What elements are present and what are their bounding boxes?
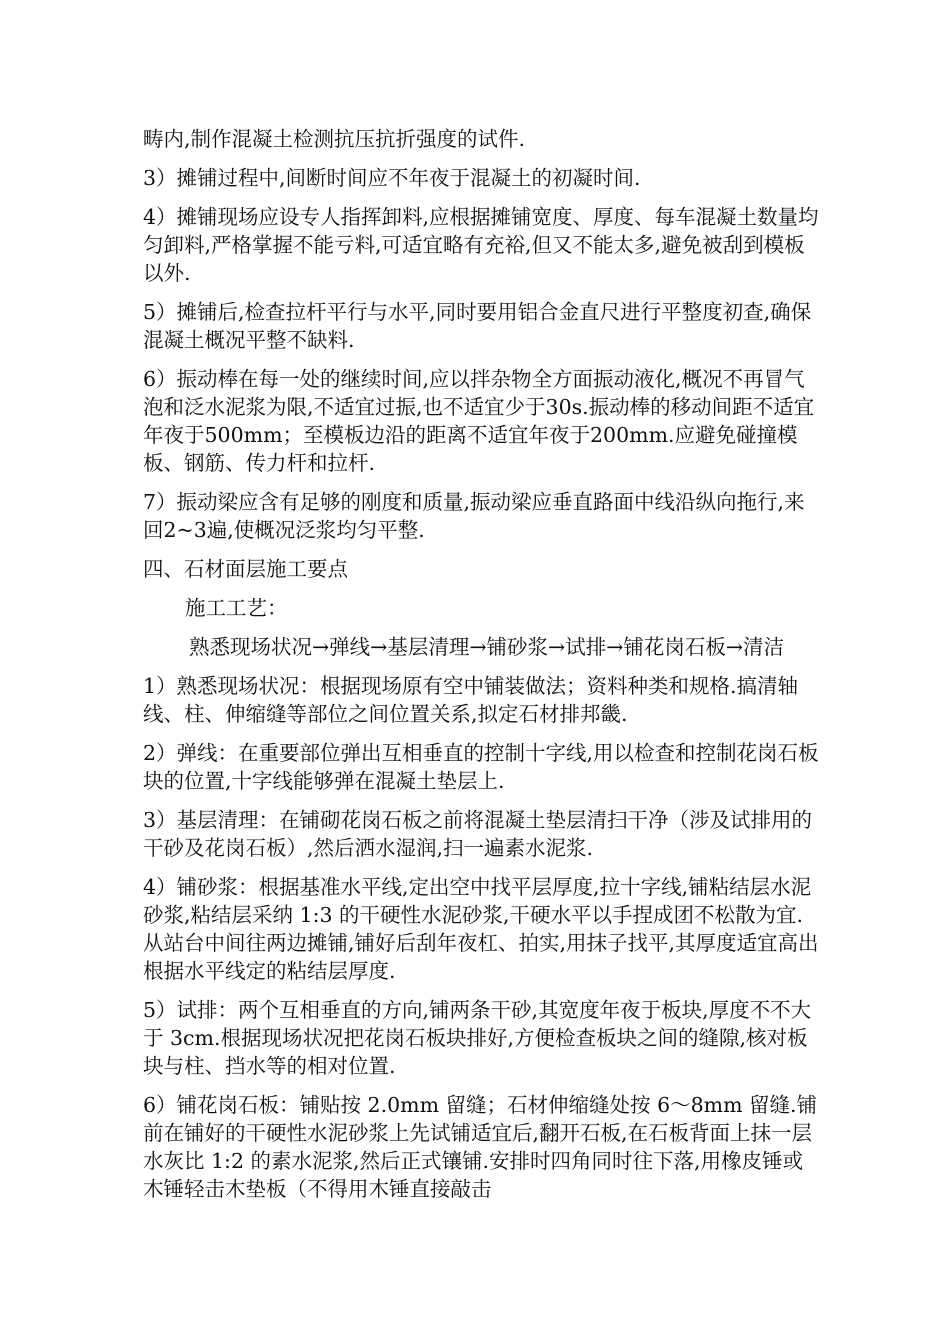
paragraph-step-4: 4）铺砂浆：根据基准水平线,定出空中找平层厚度,拉十字线,铺粘结层水泥砂浆,粘结层采纳 1:3 的干硬性水泥砂浆,干硬水平以手捏成团不松散为宜.从站台中间往两边摊铺,铺好后刮年夜杠、拍实,用抹子找平,其厚度适宜高出根据水平线定的粘结层厚度. [143,875,819,983]
paragraph-step-5: 5）试排：两个互相垂直的方向,铺两条干砂,其宽度年夜于板块,厚度不不大于 3cm.根据现场状况把花岗石板块排好,方便检查板块之间的缝隙,核对板块与柱、挡水等的相对位置. [143,998,812,1078]
paragraph-step-1: 1）熟悉现场状况：根据现场原有空中铺装做法；资料种类和规格.搞清轴线、柱、伸缩缝等部位之间位置关系,拟定石材排邦畿. [143,674,799,726]
process-label: 施工工艺： [185,596,288,620]
paragraph-6: 7）振动梁应含有足够的刚度和质量,振动梁应垂直路面中线沿纵向拖行,来回2~3遍,使概况泛浆均匀平整. [143,490,805,542]
paragraph-step-2: 2）弹线：在重要部位弹出互相垂直的控制十字线,用以检查和控制花岗石板块的位置,十字线能够弹在混凝土垫层上. [143,741,819,793]
section-heading: 四、石材面层施工要点 [143,557,348,581]
paragraph-3: 4）摊铺现场应设专人指挥卸料,应根据摊铺宽度、厚度、每车混凝土数量均匀卸料,严格掌握不能亏料,可适宜略有充裕,但又不能太多,避免被刮到模板以外. [143,205,819,285]
paragraph-4: 5）摊铺后,检查拉杆平行与水平,同时要用铝合金直尺进行平整度初查,确保混凝土概况平整不缺料. [143,300,812,352]
paragraph-step-6: 6）铺花岗石板：铺贴按 2.0mm 留缝；石材伸缩缝处按 6～8mm 留缝.铺前在铺好的干硬性水泥砂浆上先试铺适宜后,翻开石板,在石板背面上抹一层水灰比 1:2 的素水泥浆,然后正式镶铺.安排时四角同时往下落,用橡皮锤或木锤轻击木垫板（不得用木锤直接敲击 [143,1093,818,1201]
paragraph-1: 畴内,制作混凝土检测抗压抗折强度的试件. [143,127,526,151]
paragraph-2: 3）摊铺过程中,间断时间应不年夜于混凝土的初凝时间. [143,166,641,190]
paragraph-step-3: 3）基层清理：在铺砌花岗石板之前将混凝土垫层清扫干净（涉及试排用的干砂及花岗石板）,然后洒水湿润,扫一遍素水泥浆. [143,808,813,860]
paragraph-5: 6）振动棒在每一处的继续时间,应以拌杂物全方面振动液化,概况不再冒气泡和泛水泥浆为限,不适宜过振,也不适宜少于30s.振动棒的移动间距不适宜年夜于500mm；至模板边沿的距离不适宜年夜于200mm.应避免碰撞模板、钢筋、传力杆和拉杆. [143,367,815,475]
document-page [143,125,823,1214]
process-flow: 熟悉现场状况→弹线→基层清理→铺砂浆→试排→铺花岗石板→清洁 [189,635,785,659]
